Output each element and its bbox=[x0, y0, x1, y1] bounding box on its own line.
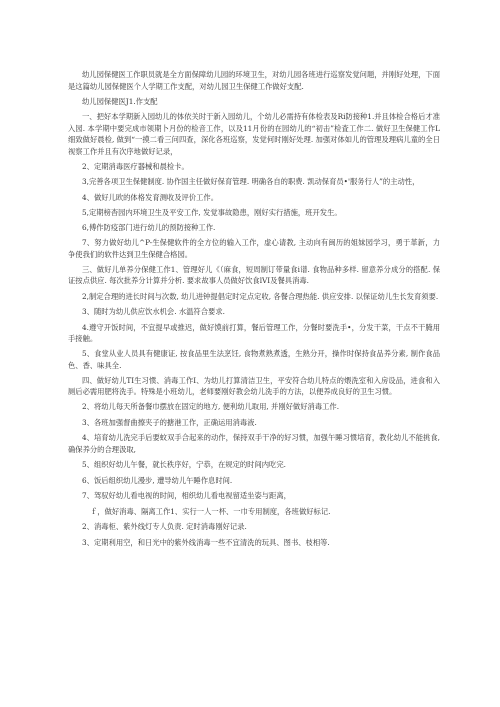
paragraph-item: 2,制定合理的进长时间与次数, 幼儿进钟提倡定时定点定收, 各餐合理热能. 供应安排. 以保证幼儿生长发育须要. bbox=[82, 291, 439, 301]
paragraph-item: 5、组织好幼儿午餐，就长秩序好，宁恭，在规定的时间内吃完. bbox=[82, 460, 286, 470]
paragraph-item: 7、驾驭好幼儿看电视的时间，相织幼儿看电视留适坐姿与距离， bbox=[82, 491, 291, 501]
paragraph-nutrition: 三、做好儿单养分保健工作1、管理好儿《（麻食，短周制订带量食i谱. 食物品种多样. 留意养分成分的搭配. 保证按点供应. 每次批养分计算并分析. 要求故事人员做好饮食lVI及餐具消毒. bbox=[68, 264, 440, 286]
paragraph-item: 3、随时为幼儿供应饮水机会. 水温符合要求. bbox=[82, 307, 225, 317]
paragraph-item: 6,傅作防疫部门进行幼儿的预防接种工作. bbox=[82, 223, 216, 233]
paragraph-item: 5、食堂从业人员具有健康证, 按食品里生法烹饪, 食物煮熟煮透，生熟分开，操作时保持食品养分素, 制作食品色、香、味具全. bbox=[68, 349, 440, 370]
paragraph-item: 7、努力做好幼儿^P-生保健软件的全方位的输入工作，虚心请教, 主动向有闽历的姐妹园学习，勇于革新，力争使我们的软件达到卫生保健合格园。 bbox=[68, 238, 440, 259]
intro-paragraph: 幼儿园保健医工作职员就是全方面保障幼儿园的环境卫生，对幼儿园各班进行巡察发觉问题，并刚好处理，下面是这篇幼儿园保健医个人学期工作支配，对幼儿园卫生保健工作做好支配. bbox=[68, 70, 440, 91]
paragraph-item: 3、定期利用空，和日光中的紫外线消毒一些不宜清洗的玩具、图书、枝相等. bbox=[82, 537, 330, 547]
paragraph-item: 2、将幼儿每天所备餐巾摆放在固定的地方, 便利幼儿取用, 并刚好做好消毒工作. bbox=[82, 402, 340, 412]
paragraph-disinfection: ｆ，做好消毒、隔离工作1、实行一人一杯、一巾专用制度，各班做好标记. bbox=[90, 506, 331, 516]
section-heading: 幼儿园保健医J1.作支配 bbox=[82, 97, 158, 106]
paragraph-new-entrant-checks: 一、把好本学期新入园幼儿的体依关时于新入园幼儿，个幼儿必需持有体检表及Ri防接种1.并且体检合格后才准入园. 本学期中要完成市领期卜月份的检音工作，以及11月份的在园幼儿的“初击”检査工作二. 做好卫生保健工作L细致做好晨检, 做到“一摸二看三问四查，深化各班巡察，发觉何时刚好处理. 加强对体如儿的管理及理病儿童的全日视察工作并且有次序地做好记录， bbox=[68, 112, 440, 156]
paragraph-item: 4、培育幼儿洗完手后要蚊双手合起来的动作，保持双手干净的好习惯，加强午睡习惯培育，教化幼儿不能挑食, 确保养分的合理汲取, bbox=[68, 433, 440, 454]
paragraph-hygiene: 四、做好幼儿TI生习惯、消毒工作I、为幼儿打算清洁卫生，平安符合幼儿特点的煨洗室和入房设品，进食和入厕后必需用肥将洗手。特殊是小班幼儿，老师要刚好教会幼儿洗手的方法，以便养成良好的卫生习惯。 bbox=[68, 375, 440, 397]
paragraph-item: 4、做好儿欧的体格发育测收及评价工作。 bbox=[82, 192, 218, 202]
paragraph-item: 6、饭后组织幼儿漫步, 遭导幼儿午睡作息时间. bbox=[82, 475, 233, 485]
paragraph-item: 2、消毒柜、紫外线灯专人负责. 定时消毒刚好记录. bbox=[82, 522, 247, 532]
paragraph-item: 5,定期榜杳园内环境卫生及平安工作, 发觉事故隐患，刚好实行措施，班开发生。 bbox=[82, 207, 342, 217]
paragraph-item: 4.遵守开饭时间，不宜提早或推迟，做好馍前打算，餐后管理工作，分餐时要洗手•，分发干菜，干点不干腌用手接触。 bbox=[68, 322, 440, 344]
paragraph-item: 3、各班加强督曲擦夹子的搪港工作，正确运用消毒液. bbox=[82, 417, 257, 427]
paragraph-item: 3,完善各项卫生保健制度. 协作国主任做好保育管理. 明确各自的职费. 凯动保育员•'服务行人”的主动性， bbox=[82, 177, 420, 187]
paragraph-item: 2、定期消毒医疗器械和晨检卡。 bbox=[82, 162, 189, 172]
